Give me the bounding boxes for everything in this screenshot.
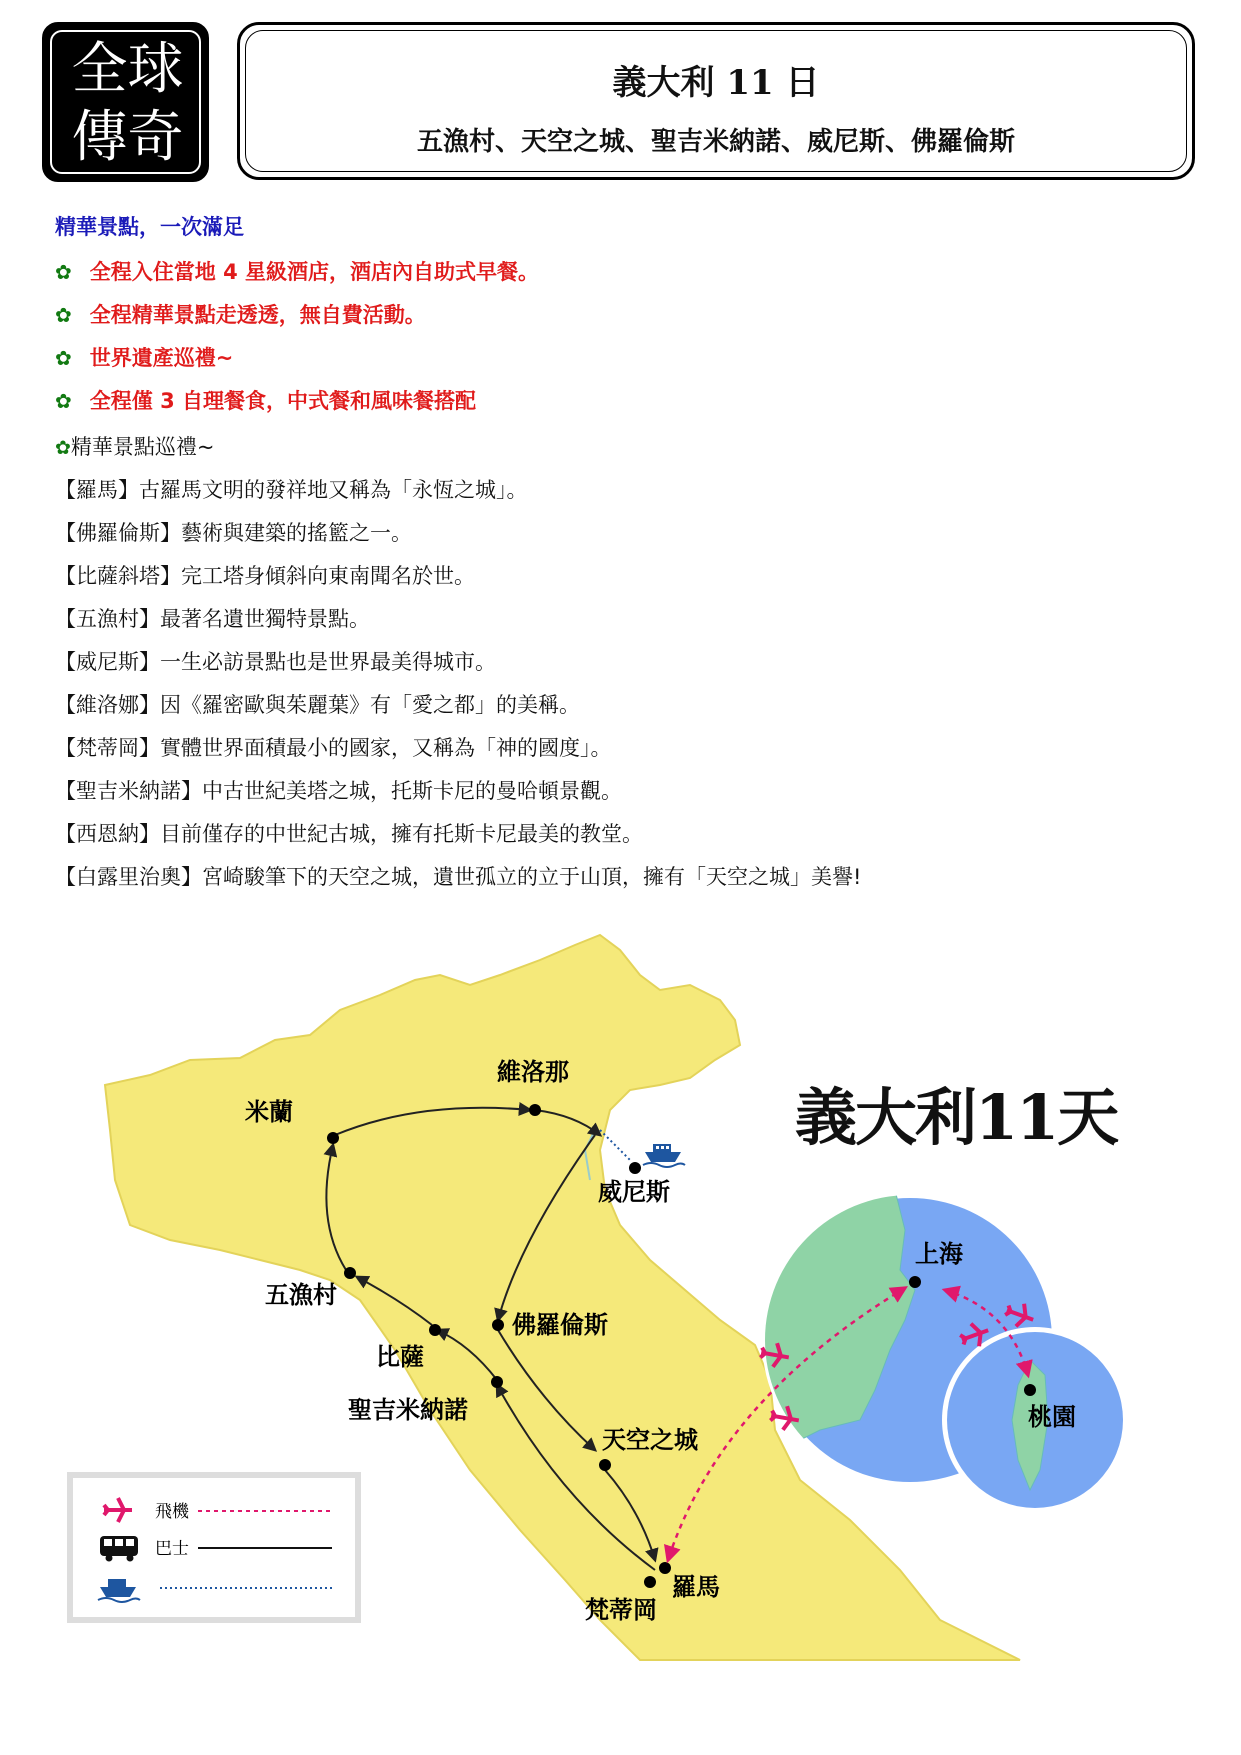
attraction-item: 【梵蒂岡】實體世界面積最小的國家，又稱為「神的國度」。 xyxy=(55,736,612,760)
ship-icon xyxy=(643,1144,685,1167)
logo-line-2: 傳奇 xyxy=(71,105,184,170)
flower-icon: ✿ xyxy=(55,437,71,459)
city-dot-shanghai xyxy=(909,1276,921,1288)
attraction-item: 【五漁村】最著名遺世獨特景點。 xyxy=(55,607,370,631)
attraction-item: 【白露里治奧】宮崎駿筆下的天空之城，遺世孤立的立于山頂，擁有「天空之城」美譽! xyxy=(55,865,862,889)
city-label-taoyuan: 桃園 xyxy=(1028,1403,1076,1431)
city-label-vatican: 梵蒂岡 xyxy=(585,1596,657,1624)
city-dot-rome xyxy=(659,1562,671,1574)
map-title: 義大利11天 xyxy=(795,1081,1118,1154)
attraction-item: 【維洛娜】因《羅密歐與茱麗葉》有「愛之都」的美稱。 xyxy=(55,693,580,717)
legend-flight-label: 飛機 xyxy=(155,1502,189,1522)
title-box xyxy=(237,22,1195,180)
city-dot-civita xyxy=(599,1459,611,1471)
route-ship xyxy=(600,1130,630,1160)
flower-icon: ✿ xyxy=(55,389,72,413)
city-label-shanghai: 上海 xyxy=(915,1240,963,1268)
map-legend xyxy=(70,1475,358,1620)
flower-icon: ✿ xyxy=(55,346,72,370)
brand-logo xyxy=(42,22,209,182)
city-dot-venice xyxy=(629,1162,641,1174)
city-label-venice: 威尼斯 xyxy=(598,1178,670,1206)
city-dot-taoyuan xyxy=(1024,1384,1036,1396)
page-subtitle: 五漁村、天空之城、聖吉米納諾、威尼斯、佛羅倫斯 xyxy=(416,127,1015,157)
flower-icon: ✿ xyxy=(55,260,72,284)
city-dot-cinque-terre xyxy=(344,1267,356,1279)
city-label-pisa: 比薩 xyxy=(376,1343,424,1371)
highlight-item: ✿ 全程精華景點走透透，無自費活動。 xyxy=(55,303,426,327)
city-label-cinque-terre: 五漁村 xyxy=(265,1281,337,1309)
city-dot-verona xyxy=(529,1104,541,1116)
attraction-item: 【西恩納】目前僅存的中世紀古城，擁有托斯卡尼最美的教堂。 xyxy=(55,822,643,846)
highlights-heading: 精華景點，一次滿足 xyxy=(55,215,244,239)
city-label-florence: 佛羅倫斯 xyxy=(512,1311,608,1339)
highlight-item: ✿ 世界遺產巡禮~ xyxy=(55,346,234,370)
page-title: 義大利 11 日 xyxy=(612,63,820,103)
highlight-item: ✿ 全程僅 3 自理餐食，中式餐和風味餐搭配 xyxy=(55,389,476,413)
city-dot-florence xyxy=(492,1319,504,1331)
attraction-item: 【聖吉米納諾】中古世紀美塔之城，托斯卡尼的曼哈頓景觀。 xyxy=(55,779,622,803)
city-label-civita: 天空之城 xyxy=(602,1426,698,1454)
route-map xyxy=(0,900,1241,1680)
attractions-heading: ✿精華景點巡禮~ xyxy=(55,435,215,459)
city-dot-vatican xyxy=(644,1576,656,1588)
logo-line-1: 全球 xyxy=(71,37,184,102)
highlight-item: ✿ 全程入住當地 4 星級酒店，酒店內自助式早餐。 xyxy=(55,260,539,284)
city-dot-pisa xyxy=(429,1324,441,1336)
flower-icon: ✿ xyxy=(55,303,72,327)
legend-bus-label: 巴士 xyxy=(155,1539,189,1559)
city-dot-milan xyxy=(327,1132,339,1144)
city-label-milan: 米蘭 xyxy=(245,1098,293,1126)
attraction-item: 【比薩斜塔】完工塔身傾斜向東南聞名於世。 xyxy=(55,564,475,588)
attraction-item: 【羅馬】古羅馬文明的發祥地又稱為「永恆之城」。 xyxy=(55,478,528,502)
attraction-item: 【威尼斯】一生必訪景點也是世界最美得城市。 xyxy=(55,650,496,674)
city-label-rome: 羅馬 xyxy=(672,1573,720,1601)
attraction-item: 【佛羅倫斯】藝術與建築的搖籃之一。 xyxy=(55,521,412,545)
city-dot-san-gimignano xyxy=(491,1376,503,1388)
city-label-san-gimignano: 聖吉米納諾 xyxy=(348,1396,468,1424)
city-label-verona: 維洛那 xyxy=(497,1058,569,1086)
